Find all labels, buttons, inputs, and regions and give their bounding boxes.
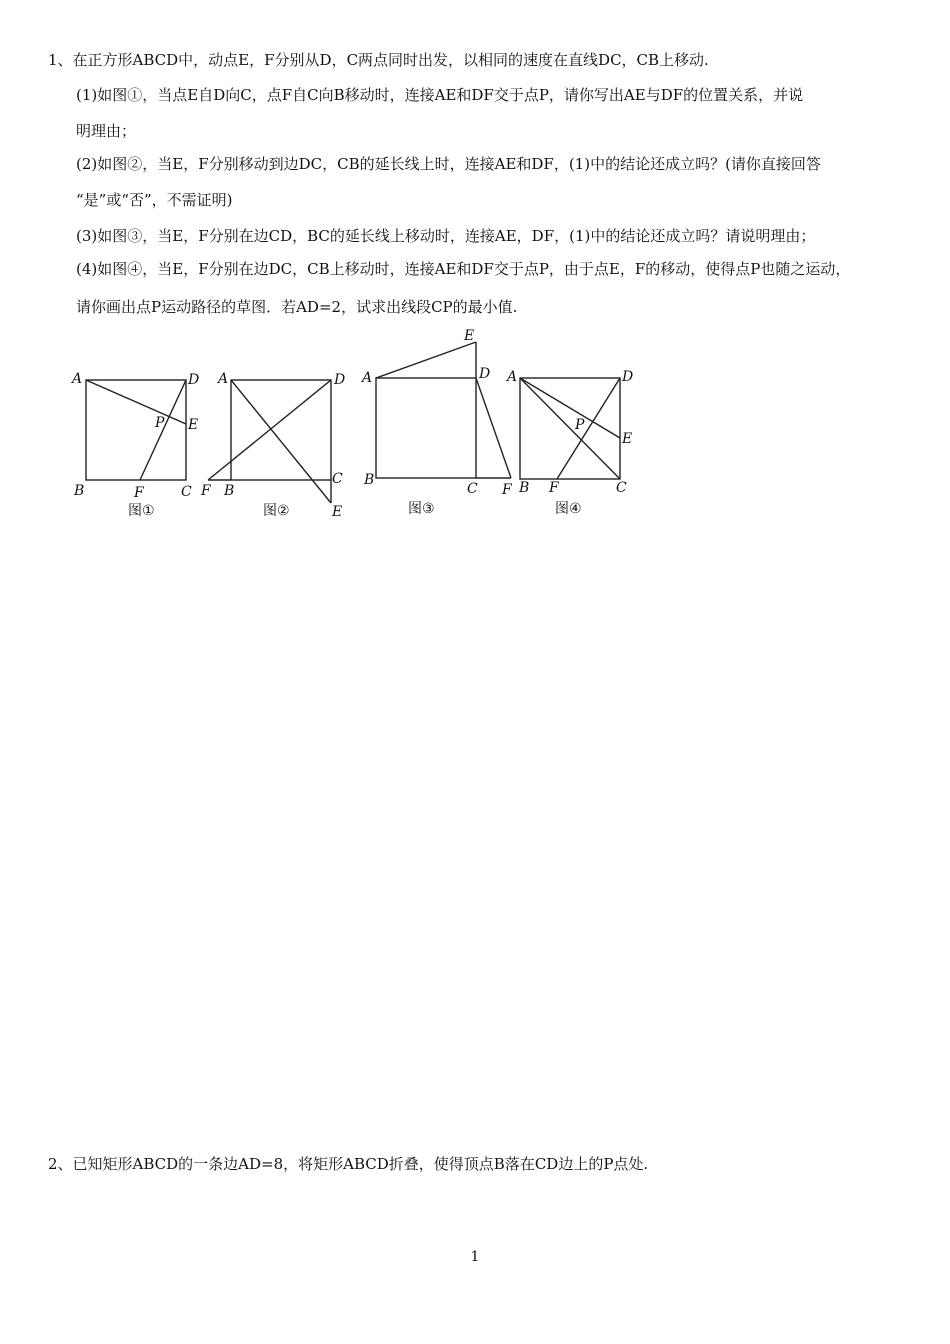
fig1-square — [86, 380, 186, 480]
fig1-label-d: D — [188, 372, 200, 388]
fig3-label-c: C — [467, 481, 478, 497]
fig4-label-b: B — [519, 480, 530, 496]
figure-1 — [70, 371, 199, 519]
fig2-label-f: F — [201, 483, 211, 499]
problem1-part2-line2: “是”或“否”，不需证明) — [76, 191, 233, 209]
fig2-label-a: A — [218, 371, 229, 387]
fig2-label-b: B — [224, 483, 235, 499]
problem1-part1-line2: 明理由； — [76, 122, 137, 140]
fig2-label-d: D — [334, 372, 346, 388]
problem1-stem: 1、在正方形ABCD中，动点E，F分别从D，C两点同时出发，以相同的速度在直线DC，CB上移动. — [48, 51, 709, 69]
fig3-segment-ae — [376, 342, 476, 378]
fig4-segment-df — [557, 378, 620, 479]
fig4-label-f: F — [549, 480, 559, 496]
fig1-caption: 图① — [128, 503, 155, 519]
fig1-label-c: C — [181, 484, 192, 500]
fig2-label-e: E — [332, 504, 343, 520]
fig1-label-e: E — [188, 417, 199, 433]
problem1-part4-line2: 请你画出点P运动路径的草图．若AD=2，试求出线段CP的最小值. — [76, 298, 518, 316]
fig3-label-e: E — [464, 328, 475, 344]
figure-2 — [200, 371, 345, 520]
fig3-label-a: A — [362, 370, 373, 386]
fig4-label-e: E — [622, 431, 633, 447]
figure-4 — [505, 369, 633, 517]
fig3-label-f: F — [502, 482, 512, 498]
problem1-part3: (3)如图③，当E，F分别在边CD，BC的延长线上移动时，连接AE，DF，(1)中的结论还成立吗？请说明理由； — [76, 227, 816, 245]
fig3-segment-df — [476, 378, 511, 478]
fig1-label-p: P — [155, 415, 165, 431]
fig4-caption: 图④ — [555, 501, 582, 517]
problem1-part4-line1: (4)如图④，当E，F分别在边DC，CB上移动时，连接AE和DF交于点P，由于点E，F的移动，使得点P也随之运动， — [76, 260, 851, 278]
problem2-stem: 2、已知矩形ABCD的一条边AD=8，将矩形ABCD折叠，使得顶点B落在CD边上的P点处. — [48, 1155, 649, 1173]
figure-3 — [360, 328, 513, 517]
problem1-part2-line1: (2)如图②，当E，F分别移动到边DC，CB的延长线上时，连接AE和DF，(1)中的结论还成立吗？(请你直接回答 — [76, 155, 821, 173]
fig2-caption: 图② — [263, 503, 290, 519]
fig3-label-d: D — [479, 366, 491, 382]
fig4-label-c: C — [616, 480, 627, 496]
fig4-label-a: A — [507, 369, 518, 385]
fig1-label-a: A — [72, 371, 83, 387]
fig1-segment-ae — [86, 380, 186, 424]
fig2-segment-ae — [231, 380, 331, 503]
fig1-label-f: F — [134, 485, 144, 501]
geometry-figures — [60, 320, 660, 534]
fig3-label-b: B — [364, 472, 375, 488]
fig3-caption: 图③ — [408, 501, 435, 517]
figures-svg — [60, 320, 660, 530]
page-number: 1 — [470, 1249, 480, 1265]
fig3-square — [376, 378, 476, 478]
fig4-label-p: P — [575, 417, 585, 433]
fig2-label-c: C — [332, 471, 343, 487]
fig4-label-d: D — [622, 369, 634, 385]
fig2-square — [231, 380, 331, 480]
problem1-part1-line1: (1)如图①，当点E自D向C，点F自C向B移动时，连接AE和DF交于点P，请你写出AE与DF的位置关系，并说 — [76, 86, 804, 104]
fig1-label-b: B — [74, 483, 85, 499]
fig2-segment-df — [208, 380, 331, 480]
